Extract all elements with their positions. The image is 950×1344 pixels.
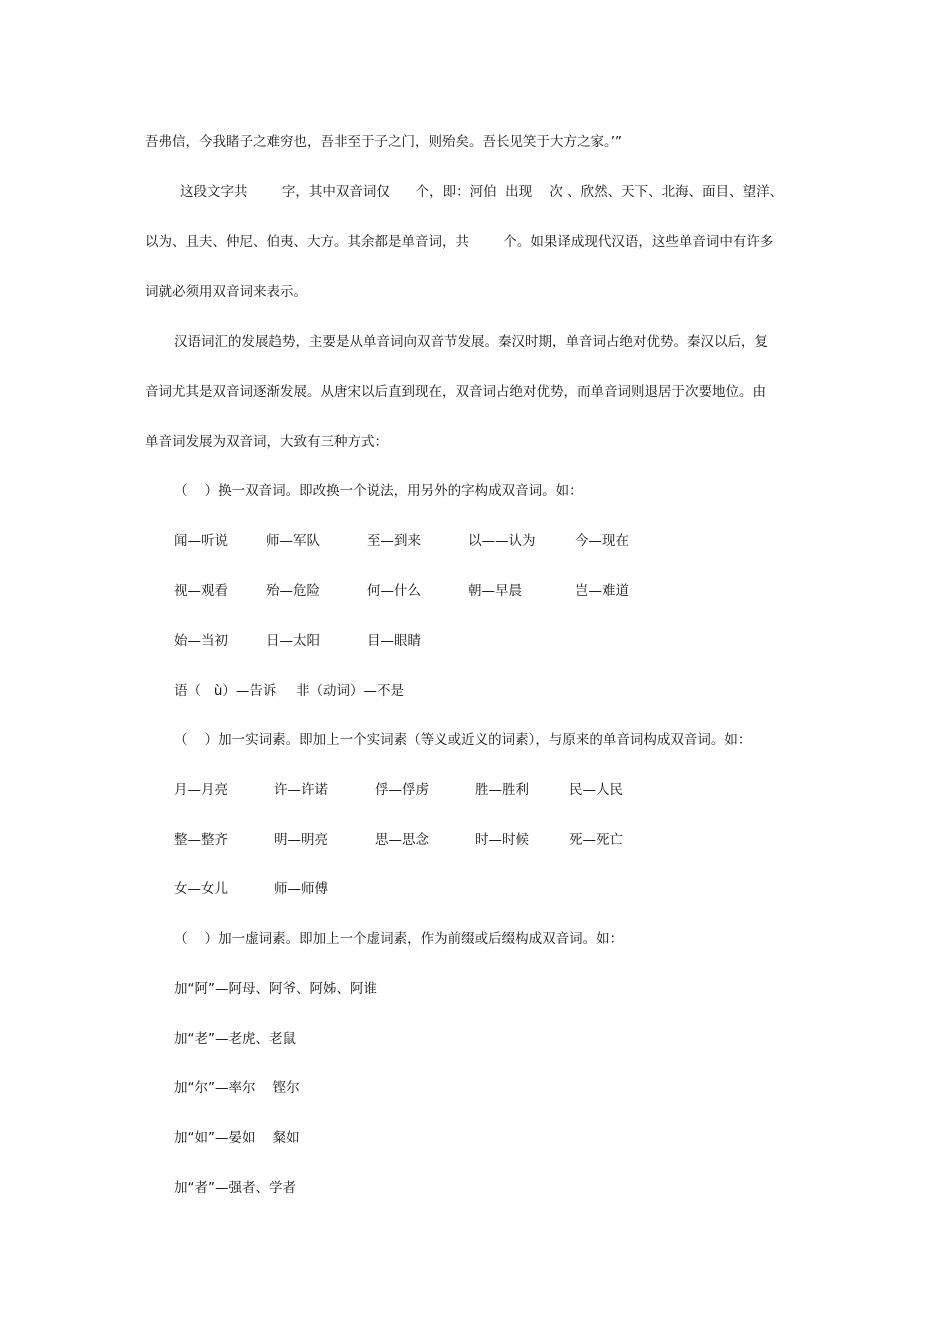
word-pair: 时—时候 bbox=[475, 832, 529, 848]
paragraph-line: 以为、且夫、仲尼、伯夷、大方。其余都是单音词，共 个。如果译成现代汉语，这些单音词中有许多 bbox=[145, 234, 774, 250]
word-pair: 俘—俘虏 bbox=[375, 782, 429, 798]
paragraph-line: 吾弗信，今我睹子之难穷也，吾非至于子之门，则殆矣。吾长见笑于大方之家。’” bbox=[145, 134, 623, 150]
word-pair: 岂—难道 bbox=[575, 583, 629, 599]
paragraph-line: 词就必须用双音词来表示。 bbox=[145, 284, 307, 300]
word-pair: 整—整齐 bbox=[174, 832, 228, 848]
word-pair: 日—太阳 bbox=[266, 633, 320, 649]
list-item: 加“者”—强者、学者 bbox=[174, 1180, 296, 1196]
word-pair: 目—眼睛 bbox=[367, 633, 421, 649]
word-pair: 至—到来 bbox=[367, 533, 421, 549]
word-pair: 死—死亡 bbox=[569, 832, 623, 848]
word-pair: 何—什么 bbox=[367, 583, 421, 599]
paragraph-line: 这段文字共 字，其中双音词仅 个，即：河伯 出现 次 、欣然、天下、北海、面目、望洋、 bbox=[180, 184, 784, 200]
word-pair: 始—当初 bbox=[174, 633, 228, 649]
word-pair: 师—师傅 bbox=[274, 881, 328, 897]
word-pair: 闻—听说 bbox=[174, 533, 228, 549]
word-pair: 朝—早晨 bbox=[468, 583, 522, 599]
word-pair: 语（ ù）—告诉 bbox=[174, 683, 277, 699]
list-item: 加“阿”—阿母、阿爷、阿姊、阿谁 bbox=[174, 981, 377, 997]
section-heading: （ ）加一实词素。即加上一个实词素（等义或近义的词素），与原来的单音词构成双音词。如： bbox=[174, 732, 752, 748]
word-pair: 非（动词）—不是 bbox=[296, 683, 404, 699]
paragraph-line: 音词尤其是双音词逐渐发展。从唐宋以后直到现在，双音词占绝对优势，而单音词则退居于次要地位。由 bbox=[145, 384, 766, 400]
word-pair: 月—月亮 bbox=[174, 782, 228, 798]
paragraph-line: 汉语词汇的发展趋势，主要是从单音词向双音节发展。秦汉时期，单音词占绝对优势。秦汉以后，复 bbox=[174, 334, 768, 350]
word-pair: 殆—危险 bbox=[266, 583, 320, 599]
word-pair: 民—人民 bbox=[569, 782, 623, 798]
list-item: 加“如”—晏如 粲如 bbox=[174, 1130, 300, 1146]
list-item: 加“尔”—率尔 铿尔 bbox=[174, 1080, 300, 1096]
section-heading: （ ）换一双音词。即改换一个说法，用另外的字构成双音词。如： bbox=[174, 483, 583, 499]
word-pair: 女—女儿 bbox=[174, 881, 228, 897]
word-pair: 以——认为 bbox=[468, 533, 536, 549]
word-pair: 明—明亮 bbox=[274, 832, 328, 848]
word-pair: 师—军队 bbox=[266, 533, 320, 549]
word-pair: 思—思念 bbox=[375, 832, 429, 848]
word-pair: 许—许诺 bbox=[274, 782, 328, 798]
word-pair: 胜—胜利 bbox=[475, 782, 529, 798]
word-pair: 视—观看 bbox=[174, 583, 228, 599]
paragraph-line: 单音词发展为双音词，大致有三种方式： bbox=[145, 434, 388, 450]
word-pair: 今—现在 bbox=[575, 533, 629, 549]
list-item: 加“老”—老虎、老鼠 bbox=[174, 1031, 296, 1047]
section-heading: （ ）加一虚词素。即加上一个虚词素，作为前缀或后缀构成双音词。如： bbox=[174, 931, 624, 947]
